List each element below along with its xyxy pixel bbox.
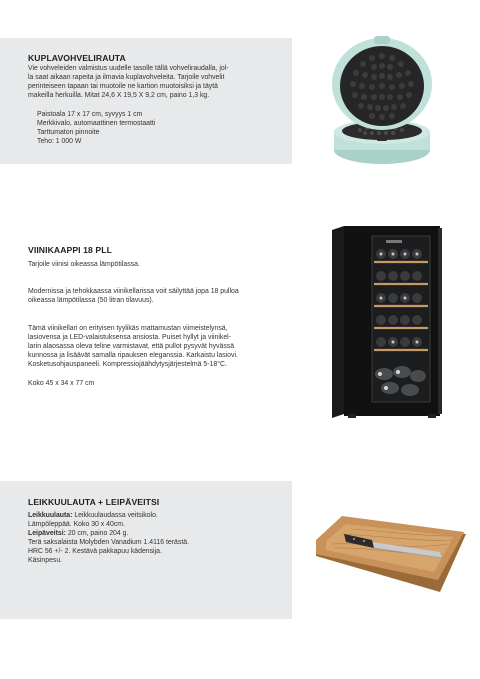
waffle-iron-image [330, 36, 434, 168]
wine-para1-line: Modernissa ja tehokkaassa viinikellarissa voit säilyttää jopa 18 pulloa [28, 288, 239, 295]
waffle-desc-line: perinteiseen tapaan tai muotoile ne kartion muotoisiksi ja täytä [28, 83, 218, 90]
wine-para2-line: kunnossa ja lisäävät samalla ripauksen eleganssia. Karkaistu lasiovi. [28, 352, 238, 359]
knife-line: HRC 56 +/- 2. Kestävä pakkapuu kädensija. [28, 548, 162, 555]
waffle-spec: Merkkivalo, automaattinen termostaatti [37, 120, 156, 127]
waffle-title: KUPLAVOHVELIRAUTA [28, 53, 126, 63]
wine-intro: Tarjoile viinisi oikeassa lämpötilassa. [28, 261, 140, 268]
wine-para1 [28, 287, 298, 305]
waffle-desc-line: Vie vohveleiden valmistus uudelle tasolle tällä vohveliraudalla, jol- [28, 65, 229, 72]
waffle-spec: Paistoala 17 x 17 cm, syvyys 1 cm [37, 111, 143, 118]
board-title: LEIKKUULAUTA + LEIPÄVEITSI [28, 497, 160, 507]
wine-para2-line: Tämä viinikellari on erityisen tyylikäs mattamustan viimeistelynsä, [28, 325, 228, 332]
wine-para2-line: larin alaosassa oleva teline varmistavat, että pullot pysyvät hyvässä [28, 343, 235, 350]
wine-title: VIINIKAAPPI 18 PLL [28, 245, 112, 255]
waffle-specs [37, 110, 277, 146]
waffle-description [28, 64, 290, 100]
board-description [28, 511, 290, 565]
wine-cooler-image [328, 224, 444, 420]
wine-para2 [28, 324, 298, 369]
knife-text: 20 cm, paino 204 g. [65, 530, 129, 537]
knife-line: Terä saksalaista Molybden Vanadium 1.4116 terästä. [28, 539, 189, 546]
cutting-board-image [312, 514, 468, 596]
board-label: Leikkuulauta: [28, 512, 73, 519]
waffle-spec: Tarttumaton pinnoite [37, 129, 100, 136]
waffle-spec: Teho: 1 000 W [37, 138, 82, 145]
board-text: Leikkuulaudassa veitsikolo. [72, 512, 158, 519]
waffle-desc-line: la saat aikaan rapeita ja ilmavia kuplavohveleita. Tarjoile vohvelit [28, 74, 225, 81]
wine-para2-line: lasiovensa ja LED-valaistuksensa ansiosta. Puiset hyllyt ja viinikel- [28, 334, 231, 341]
wine-size: Koko 45 x 34 x 77 cm [28, 380, 95, 387]
waffle-desc-line: makeilla herkuilla. Mitat 24,6 X 19,5 X 9,2 cm, paino 1,3 kg. [28, 92, 210, 99]
knife-line [28, 529, 290, 538]
knife-label: Leipäveitsi: [28, 530, 66, 537]
wine-para1-line: oikeassa lämpötilassa (50 litran tilavuus). [28, 297, 154, 304]
wine-para2-line: Kosketusohjauspaneeli. Kompressiojäähdytysjärjestelmä 5-18°C. [28, 361, 227, 368]
board-line: Lämpöleppää. Koko 30 x 40cm. [28, 521, 125, 528]
board-line [28, 511, 290, 520]
knife-line: Käsinpesu. [28, 557, 63, 564]
